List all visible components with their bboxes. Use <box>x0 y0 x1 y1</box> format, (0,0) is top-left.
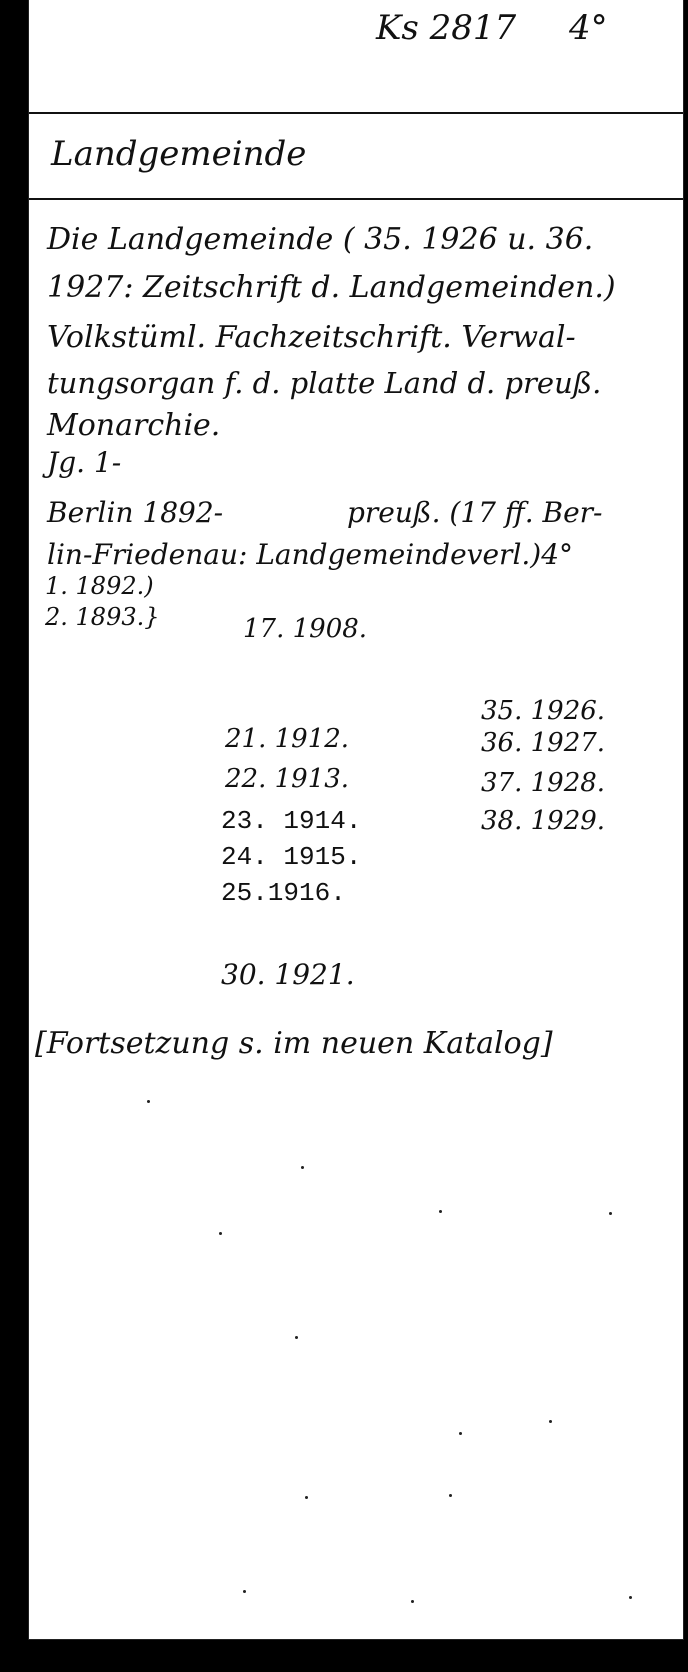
volume-entry: 25.1916. <box>221 878 346 908</box>
body-line: Jg. 1- <box>47 446 122 479</box>
volume-entry: 24. 1915. <box>221 842 362 872</box>
body-line: Volkstüml. Fachzeitschrift. Verwal- <box>47 320 576 355</box>
body-line: lin-Friedenau: Landgemeindeverl.)4° <box>47 538 574 571</box>
speck <box>219 1232 222 1235</box>
volume-entry: 1. 1892.) <box>45 572 154 600</box>
volume-entry: 38. 1929. <box>481 806 606 836</box>
speck <box>449 1494 452 1497</box>
body-line: Die Landgemeinde ( 35. 1926 u. 36. <box>47 222 594 257</box>
body-line: 1927: Zeitschrift d. Landgemeinden.) <box>47 270 616 305</box>
volume-entry: 30. 1921. <box>221 958 355 991</box>
heading: Landgemeinde <box>51 134 307 174</box>
body-line: Berlin 1892- <box>47 496 224 529</box>
format-mark: 4° <box>569 8 608 48</box>
speck <box>609 1212 612 1215</box>
imprint-right: preuß. (17 ff. Ber- <box>347 496 603 529</box>
body-line: tungsorgan f. d. platte Land d. preuß. <box>47 366 602 400</box>
speck <box>439 1210 442 1213</box>
body-line: Monarchie. <box>47 408 221 443</box>
speck <box>459 1432 462 1435</box>
speck <box>629 1596 632 1599</box>
speck <box>305 1496 308 1499</box>
volume-entry: 2. 1893.} <box>45 603 160 631</box>
header-divider <box>29 112 683 114</box>
heading-divider <box>29 198 683 200</box>
volume-entry: 17. 1908. <box>243 614 368 644</box>
speck <box>549 1420 552 1423</box>
speck <box>411 1600 414 1603</box>
speck <box>301 1166 304 1169</box>
volume-entry: 22. 1913. <box>225 764 350 794</box>
volume-entry: 37. 1928. <box>481 768 606 798</box>
speck <box>147 1100 150 1103</box>
speck <box>295 1336 298 1339</box>
volume-entry: 23. 1914. <box>221 806 362 836</box>
continuation-note: [Fortsetzung s. im neuen Katalog] <box>35 1026 553 1061</box>
shelfmark: Ks 2817 <box>376 8 517 48</box>
volume-entry: 36. 1927. <box>481 728 606 758</box>
speck <box>243 1590 246 1593</box>
volume-entry: 35. 1926. <box>481 696 606 726</box>
catalog-card <box>28 0 684 1640</box>
volume-entry: 21. 1912. <box>225 724 350 754</box>
